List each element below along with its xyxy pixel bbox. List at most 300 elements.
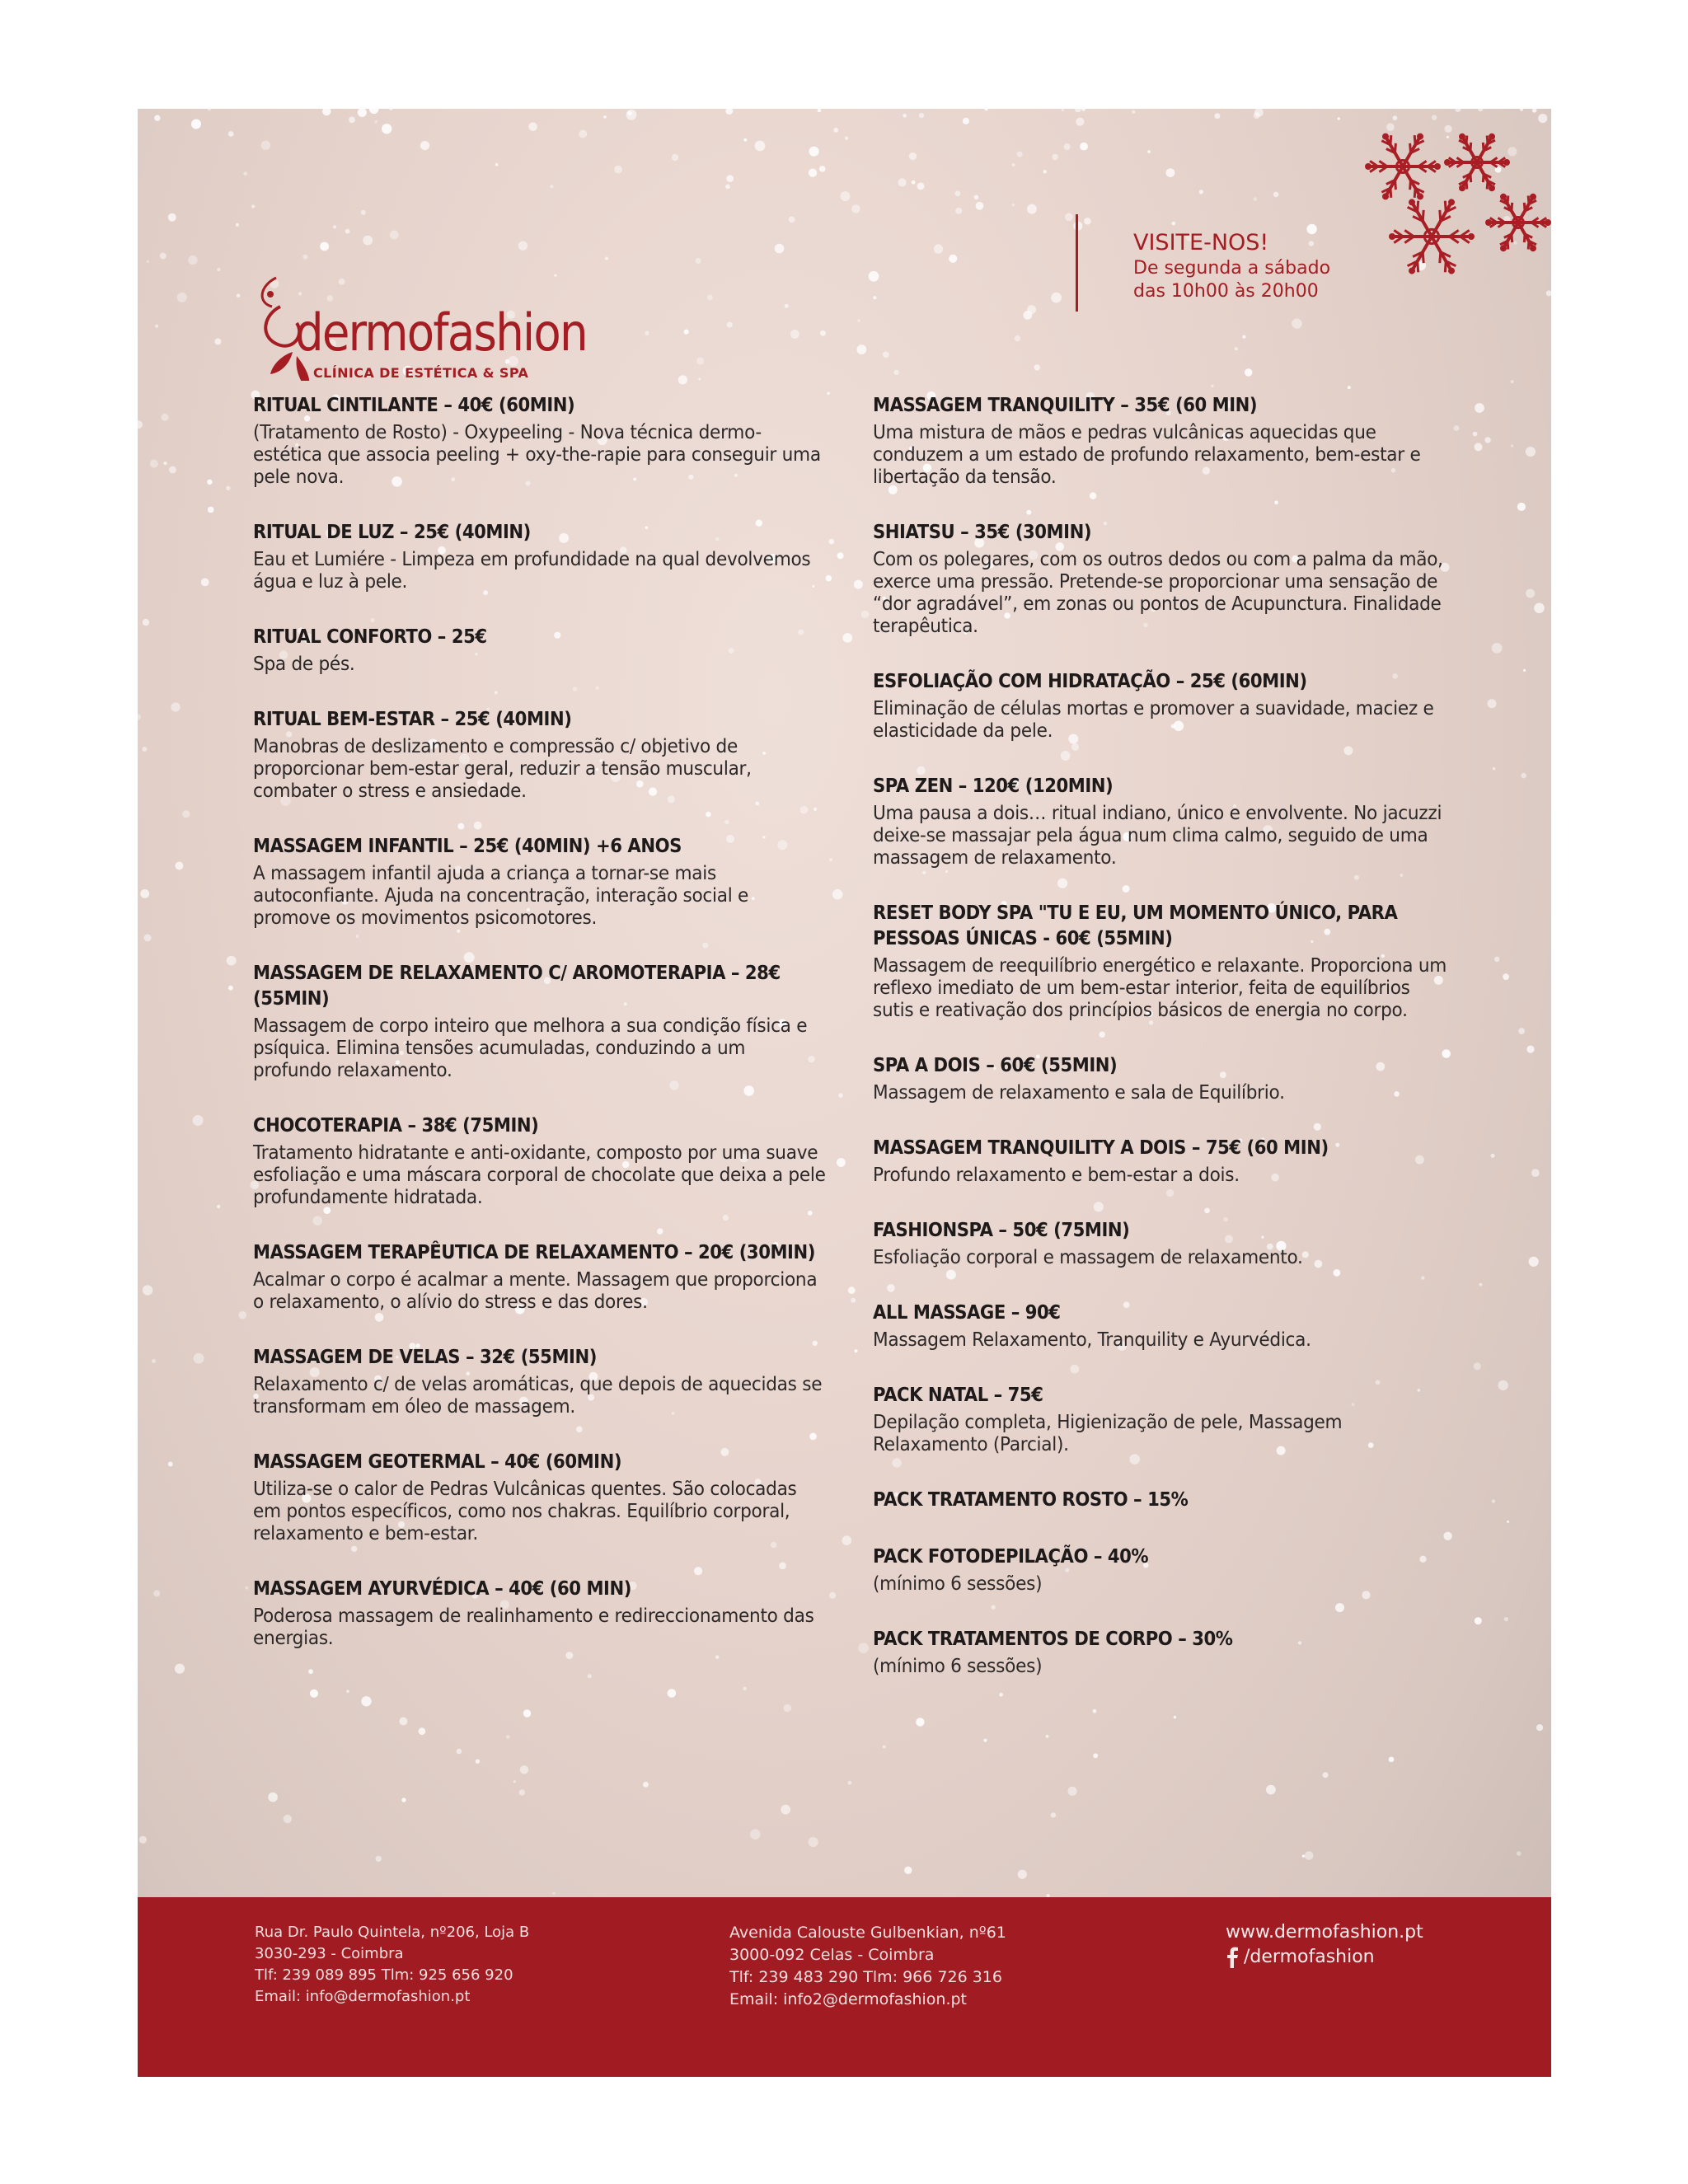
service-description: Eau et Lumiére - Limpeza em profundidade na qual devolvemos água e luz à pele. bbox=[253, 549, 811, 593]
snow-dot bbox=[201, 579, 209, 587]
snow-dot bbox=[1076, 118, 1084, 126]
snow-dot bbox=[1475, 1617, 1482, 1624]
snow-dot bbox=[775, 244, 785, 254]
snow-dot bbox=[310, 1690, 318, 1698]
snow-dot bbox=[228, 986, 233, 991]
service-title: CHOCOTERAPIA – 38€ (75MIN) bbox=[253, 1115, 539, 1137]
service-item bbox=[873, 1383, 1450, 1456]
snow-dot bbox=[1493, 767, 1495, 770]
address-line: Rua Dr. Paulo Quintela, nº206, Loja B bbox=[255, 1924, 530, 1941]
service-item bbox=[253, 520, 830, 593]
services-left-column bbox=[253, 393, 830, 1681]
snowflake-icon bbox=[1389, 199, 1475, 274]
snow-dot bbox=[513, 1780, 516, 1783]
service-description: Poderosa massagem de realinhamento e redireccionamento das energias. bbox=[253, 1605, 814, 1649]
snow-dot bbox=[550, 185, 553, 188]
snow-dot bbox=[1511, 444, 1513, 447]
snow-dot bbox=[851, 204, 860, 213]
snow-dot bbox=[1393, 115, 1398, 120]
service-description: Esfoliação corporal e massagem de relaxamento. bbox=[873, 1247, 1303, 1268]
snow-dot bbox=[861, 611, 869, 618]
snow-dot bbox=[842, 633, 852, 643]
snow-dot bbox=[168, 213, 176, 222]
snow-dot bbox=[857, 344, 867, 354]
website-link[interactable]: www.dermofashion.pt bbox=[1226, 1922, 1423, 1943]
service-item bbox=[873, 1136, 1450, 1187]
snow-dot bbox=[520, 1765, 528, 1774]
snow-dot bbox=[153, 1590, 160, 1596]
snow-dot bbox=[603, 115, 607, 119]
snow-dot bbox=[790, 330, 799, 339]
service-item bbox=[253, 1345, 830, 1418]
snow-dot bbox=[1323, 1772, 1329, 1778]
snow-dot bbox=[832, 889, 843, 900]
service-item bbox=[873, 669, 1450, 743]
snow-dot bbox=[1012, 163, 1015, 166]
service-item bbox=[873, 1218, 1450, 1269]
brand-name: dermofashion bbox=[295, 302, 587, 363]
snow-dot bbox=[841, 191, 851, 201]
snow-dot bbox=[1017, 152, 1023, 157]
snow-dot bbox=[1526, 447, 1536, 457]
snow-dot bbox=[208, 109, 211, 111]
snow-dot bbox=[168, 1462, 173, 1467]
snow-dot bbox=[1012, 204, 1015, 206]
snow-dot bbox=[838, 1093, 843, 1098]
service-title: MASSAGEM TRANQUILITY – 35€ (60 MIN) bbox=[873, 395, 1258, 416]
snow-dot bbox=[346, 1690, 349, 1693]
service-description: (mínimo 6 sessões) bbox=[873, 1573, 1043, 1595]
snow-dot bbox=[1538, 114, 1547, 123]
snow-dot bbox=[974, 195, 979, 200]
snow-dot bbox=[727, 322, 733, 328]
snow-dot bbox=[139, 1836, 147, 1844]
snow-dot bbox=[1348, 386, 1351, 389]
snow-dot bbox=[1474, 1362, 1481, 1370]
snow-dot bbox=[239, 1311, 247, 1319]
service-item bbox=[873, 520, 1450, 638]
address-line: Avenida Calouste Gulbenkian, nº61 bbox=[729, 1924, 1006, 1942]
snow-dot bbox=[138, 714, 141, 720]
snow-dot bbox=[1488, 699, 1497, 708]
snow-dot bbox=[912, 180, 916, 185]
snow-dot bbox=[1027, 204, 1037, 214]
snow-dot bbox=[1245, 368, 1253, 377]
snow-dot bbox=[152, 1359, 156, 1363]
snow-dot bbox=[707, 294, 713, 300]
service-title: MASSAGEM DE RELAXAMENTO C/ AROMOTERAPIA – 28€ (55MIN) bbox=[253, 963, 781, 1010]
snow-dot bbox=[1302, 1854, 1305, 1857]
snow-dot bbox=[1338, 117, 1340, 120]
snowflake-icon bbox=[1485, 194, 1551, 251]
visit-divider bbox=[1076, 214, 1078, 312]
service-item bbox=[253, 1577, 830, 1650]
snow-dot bbox=[419, 1727, 426, 1735]
snow-dot bbox=[1520, 109, 1523, 111]
brand-tagline: CLÍNICA DE ESTÉTICA & SPA bbox=[313, 365, 529, 381]
snow-dot bbox=[781, 1805, 790, 1815]
snow-dot bbox=[1491, 1154, 1495, 1158]
facebook-link[interactable] bbox=[1226, 1945, 1423, 1970]
services-right-column bbox=[873, 393, 1450, 1709]
snow-dot bbox=[1266, 1785, 1276, 1795]
service-description: Massagem de reequilíbrio energético e relaxante. Proporciona um reflexo imediato de um bem-estar interior, feita de equilíbrios sutis e reativação dos princípios básicos de energia no corpo. bbox=[873, 955, 1447, 1021]
service-title: MASSAGEM TERAPÊUTICA DE RELAXAMENTO – 20€ (30MIN) bbox=[253, 1242, 815, 1263]
service-item bbox=[873, 393, 1450, 489]
snow-dot bbox=[1147, 150, 1151, 153]
service-item bbox=[873, 1301, 1450, 1352]
web-contacts bbox=[1226, 1920, 1423, 1970]
snow-dot bbox=[171, 702, 180, 711]
snow-dot bbox=[645, 331, 649, 335]
service-description: Com os polegares, com os outros dedos ou com a palma da mão, exerce uma pressão. Pretende-se proporcionar uma sensação de “dor agradável”, em zonas ou pontos de Acupunctura. Finalidade terapêutica. bbox=[873, 549, 1443, 637]
visit-line-2: das 10h00 às 20h00 bbox=[1133, 281, 1319, 302]
snow-dot bbox=[883, 351, 889, 358]
service-item bbox=[253, 1113, 830, 1209]
snow-dot bbox=[898, 178, 906, 186]
snow-dot bbox=[243, 171, 247, 176]
snow-dot bbox=[1432, 115, 1437, 120]
address-line: Email: info@dermofashion.pt bbox=[255, 1988, 471, 2005]
snow-dot bbox=[1454, 425, 1460, 431]
snow-dot bbox=[1305, 1851, 1314, 1860]
snow-dot bbox=[382, 124, 392, 134]
address-line: Tlf: 239 089 895 Tlm: 925 656 920 bbox=[255, 1966, 513, 1984]
service-description: Massagem Relaxamento, Tranquility e Ayurvédica. bbox=[873, 1329, 1311, 1351]
service-item bbox=[253, 1240, 830, 1314]
snow-dot bbox=[227, 956, 237, 966]
snow-dot bbox=[949, 255, 957, 263]
snow-dot bbox=[1043, 170, 1047, 173]
snow-dot bbox=[188, 255, 197, 265]
snow-dot bbox=[983, 1739, 987, 1742]
snow-dot bbox=[903, 114, 907, 118]
snow-dot bbox=[358, 109, 367, 117]
promo-poster bbox=[138, 109, 1551, 2077]
snow-dot bbox=[1455, 109, 1461, 112]
snow-dot bbox=[1478, 109, 1483, 111]
snow-dot bbox=[1068, 1787, 1077, 1796]
snow-dot bbox=[750, 1829, 761, 1840]
snow-dot bbox=[376, 1856, 382, 1862]
snow-dot bbox=[1064, 143, 1071, 150]
snow-dot bbox=[1062, 109, 1064, 111]
service-title: ALL MASSAGE – 90€ bbox=[873, 1302, 1061, 1324]
snow-dot bbox=[1292, 318, 1301, 328]
snow-dot bbox=[214, 338, 221, 344]
service-title: RITUAL CINTILANTE – 40€ (60MIN) bbox=[253, 395, 575, 416]
snow-dot bbox=[140, 889, 149, 898]
address-line: Tlf: 239 483 290 Tlm: 966 726 316 bbox=[729, 1968, 1002, 1986]
snow-dot bbox=[955, 208, 962, 214]
snow-dot bbox=[784, 1704, 792, 1713]
snow-dot bbox=[854, 580, 863, 589]
snow-dot bbox=[208, 507, 214, 513]
service-description: Spa de pés. bbox=[253, 654, 355, 675]
snow-dot bbox=[869, 271, 879, 282]
snow-dot bbox=[725, 185, 730, 190]
address-line: 3000-092 Celas - Coimbra bbox=[729, 1946, 935, 1964]
snow-dot bbox=[1081, 109, 1085, 111]
service-title: RITUAL CONFORTO – 25€ bbox=[253, 626, 487, 648]
snow-dot bbox=[399, 1718, 407, 1726]
snow-dot bbox=[143, 619, 149, 626]
service-description: Acalmar o corpo é acalmar a mente. Massagem que proporciona o relaxamento, o alívio do stress e das dores. bbox=[253, 1269, 818, 1313]
service-item bbox=[253, 393, 830, 489]
snow-dot bbox=[1166, 168, 1175, 177]
snow-dot bbox=[193, 1115, 204, 1126]
address-celas bbox=[729, 1922, 1006, 2011]
snow-dot bbox=[1046, 1735, 1049, 1738]
snow-dot bbox=[904, 1867, 912, 1874]
facebook-handle: /dermofashion bbox=[1244, 1947, 1375, 1967]
snow-dot bbox=[743, 138, 747, 142]
snowflake-icon bbox=[1444, 134, 1510, 191]
snow-dot bbox=[142, 747, 147, 752]
snow-dot bbox=[552, 1892, 555, 1895]
snow-dot bbox=[1529, 1257, 1539, 1267]
snow-dot bbox=[672, 154, 678, 161]
snow-dot bbox=[842, 1535, 852, 1545]
snow-dot bbox=[819, 166, 826, 172]
snow-dot bbox=[1034, 364, 1040, 370]
snow-dot bbox=[160, 253, 166, 260]
snow-dot bbox=[873, 296, 876, 299]
snow-dot bbox=[284, 1815, 292, 1823]
snow-dot bbox=[820, 330, 826, 336]
snow-dot bbox=[916, 1718, 924, 1726]
snow-dot bbox=[1532, 109, 1537, 113]
snow-dot bbox=[854, 1349, 857, 1352]
snowflakes-icon bbox=[1353, 125, 1551, 315]
service-title: SPA ZEN – 120€ (120MIN) bbox=[873, 776, 1114, 797]
snow-dot bbox=[1534, 603, 1545, 614]
snow-dot bbox=[1498, 1380, 1508, 1390]
snow-dot bbox=[1273, 192, 1279, 198]
snow-dot bbox=[809, 1837, 818, 1847]
snow-dot bbox=[1492, 643, 1503, 654]
snow-dot bbox=[194, 1353, 204, 1364]
snow-dot bbox=[1172, 222, 1175, 225]
service-item bbox=[873, 1053, 1450, 1104]
snow-dot bbox=[1052, 154, 1058, 161]
snow-dot bbox=[226, 486, 230, 490]
snow-dot bbox=[1484, 437, 1490, 443]
snow-dot bbox=[1093, 1753, 1098, 1758]
service-title: PACK FOTODEPILAÇÃO – 40% bbox=[873, 1546, 1149, 1568]
snow-dot bbox=[476, 1760, 480, 1764]
snow-dot bbox=[1517, 503, 1526, 511]
snow-dot bbox=[528, 123, 537, 132]
service-title: SHIATSU – 35€ (30MIN) bbox=[873, 522, 1092, 543]
snow-dot bbox=[374, 120, 377, 124]
snow-dot bbox=[161, 414, 168, 421]
snow-dot bbox=[1211, 385, 1213, 387]
snow-dot bbox=[191, 120, 201, 129]
snow-dot bbox=[858, 1643, 869, 1653]
snow-dot bbox=[1492, 1499, 1495, 1502]
snow-dot bbox=[917, 182, 925, 190]
snow-dot bbox=[147, 260, 149, 263]
snow-dot bbox=[1494, 957, 1499, 962]
snow-dot bbox=[1214, 113, 1220, 119]
snow-dot bbox=[1174, 1716, 1176, 1718]
service-title: ESFOLIAÇÃO COM HIDRATAÇÃO – 25€ (60MIN) bbox=[873, 671, 1307, 692]
snow-dot bbox=[228, 131, 234, 137]
service-title: RITUAL DE LUZ – 25€ (40MIN) bbox=[253, 522, 531, 543]
service-title: MASSAGEM TRANQUILITY A DOIS – 75€ (60 MIN) bbox=[873, 1137, 1329, 1159]
snow-dot bbox=[829, 1592, 836, 1599]
service-title: RESET BODY SPA "TU E EU, UM MOMENTO ÚNICO, PARA PESSOAS ÚNICAS - 60€ (55MIN) bbox=[873, 902, 1398, 949]
service-title: MASSAGEM AYURVÉDICA – 40€ (60 MIN) bbox=[253, 1578, 631, 1600]
snow-dot bbox=[207, 480, 212, 485]
snow-dot bbox=[833, 128, 838, 133]
snow-dot bbox=[268, 1793, 278, 1802]
snow-dot bbox=[1526, 589, 1535, 598]
snow-dot bbox=[579, 130, 587, 138]
footer bbox=[138, 1897, 1551, 2077]
service-description: Depilação completa, Higienização de pele, Massagem Relaxamento (Parcial). bbox=[873, 1412, 1343, 1455]
snow-dot bbox=[390, 109, 392, 110]
snow-dot bbox=[177, 293, 187, 302]
snow-dot bbox=[217, 1205, 220, 1208]
snow-dot bbox=[1018, 1870, 1027, 1879]
snow-dot bbox=[1093, 1709, 1097, 1713]
snow-dot bbox=[809, 169, 817, 177]
snow-dot bbox=[163, 462, 166, 465]
snow-dot bbox=[1507, 1521, 1509, 1523]
service-item bbox=[873, 1488, 1450, 1513]
snow-dot bbox=[809, 147, 818, 157]
service-description: Massagem de relaxamento e sala de Equilíbrio. bbox=[873, 1082, 1285, 1104]
snow-dot bbox=[1479, 1283, 1483, 1286]
snow-dot bbox=[919, 113, 924, 118]
snow-dot bbox=[976, 202, 984, 210]
snow-dot bbox=[495, 163, 499, 166]
snow-dot bbox=[785, 304, 789, 308]
snow-dot bbox=[506, 1735, 510, 1739]
snow-dot bbox=[369, 109, 378, 114]
snow-dot bbox=[401, 1797, 406, 1802]
snow-dot bbox=[698, 378, 701, 381]
service-description: Eliminação de células mortas e promover a suavidade, maciez e elasticidade da pele. bbox=[873, 698, 1434, 742]
service-description: Manobras de deslizamento e compressão c/ objetivo de proporcionar bem-estar geral, reduzir a tensão muscular, combater o stress e ansiedade. bbox=[253, 736, 752, 802]
service-description: Massagem de corpo inteiro que melhora a sua condição física e psíquica. Elimina tensões acumuladas, conduzindo a um profundo relaxamento. bbox=[253, 1015, 808, 1081]
snow-dot bbox=[217, 268, 220, 271]
service-item bbox=[873, 774, 1450, 869]
snow-dot bbox=[818, 109, 822, 112]
snow-dot bbox=[1475, 443, 1483, 451]
service-item bbox=[253, 834, 830, 930]
snow-dot bbox=[1531, 1169, 1540, 1177]
snow-dot bbox=[726, 175, 734, 182]
snow-dot bbox=[883, 1746, 886, 1749]
service-item bbox=[253, 625, 830, 676]
snow-dot bbox=[1051, 1812, 1056, 1817]
service-item bbox=[873, 1544, 1450, 1596]
service-title: SPA A DOIS – 60€ (55MIN) bbox=[873, 1055, 1118, 1076]
snow-dot bbox=[1523, 669, 1526, 672]
visit-title: VISITE-NOS! bbox=[1133, 230, 1269, 255]
snow-dot bbox=[1084, 218, 1091, 225]
service-item bbox=[873, 901, 1450, 1022]
snow-dot bbox=[696, 258, 701, 264]
snow-dot bbox=[1473, 432, 1478, 437]
snow-dot bbox=[1518, 1028, 1525, 1034]
snow-dot bbox=[1511, 380, 1514, 383]
snow-dot bbox=[668, 1689, 677, 1698]
snow-dot bbox=[963, 118, 969, 124]
snow-dot bbox=[175, 1664, 185, 1674]
snow-dot bbox=[144, 935, 152, 942]
service-title: MASSAGEM GEOTERMAL – 40€ (60MIN) bbox=[253, 1451, 622, 1473]
snow-dot bbox=[1475, 403, 1484, 413]
snow-dot bbox=[1080, 143, 1088, 151]
service-title: RITUAL BEM-ESTAR – 25€ (40MIN) bbox=[253, 709, 572, 730]
service-item bbox=[253, 707, 830, 803]
snow-dot bbox=[1536, 1724, 1543, 1731]
brand-logo bbox=[247, 191, 610, 381]
snow-dot bbox=[349, 117, 355, 124]
snow-dot bbox=[1065, 213, 1073, 221]
service-description: Utiliza-se o calor de Pedras Vulcânicas quentes. São colocadas em pontos específicos, como nos chakras. Equilíbrio corporal, relaxamento e bem-estar. bbox=[253, 1479, 797, 1544]
service-description: Uma pausa a dois… ritual indiano, único e envolvente. No jacuzzi deixe-se massajar pela água num clima calmo, seguido de uma massagem de relaxamento. bbox=[873, 803, 1442, 869]
snow-dot bbox=[684, 330, 689, 335]
snow-dot bbox=[743, 1687, 747, 1691]
snow-dot bbox=[837, 1158, 846, 1167]
service-description: A massagem infantil ajuda a criança a tornar-se mais autoconfiante. Ajuda na concentração, interação social e promove os movimentos psicomotores. bbox=[253, 863, 749, 929]
snow-dot bbox=[236, 223, 239, 227]
snow-dot bbox=[955, 191, 961, 197]
snow-dot bbox=[848, 1781, 852, 1785]
address-line: 3030-293 - Coimbra bbox=[255, 1945, 404, 1962]
service-item bbox=[253, 1450, 830, 1545]
snow-dot bbox=[1517, 1851, 1522, 1856]
snow-dot bbox=[1242, 335, 1245, 339]
snow-dot bbox=[1015, 335, 1020, 341]
service-title: FASHIONSPA – 50€ (75MIN) bbox=[873, 1220, 1130, 1241]
snowflake-icon bbox=[1365, 134, 1441, 200]
service-description: (mínimo 6 sessões) bbox=[873, 1656, 1043, 1677]
facebook-icon bbox=[1226, 1947, 1239, 1968]
snow-dot bbox=[420, 141, 429, 150]
snow-dot bbox=[845, 137, 848, 140]
snow-dot bbox=[1075, 109, 1081, 112]
address-coimbra bbox=[255, 1922, 529, 2008]
snow-dot bbox=[182, 810, 190, 818]
service-description: Uma mistura de mãos e pedras vulcânicas aquecidas que conduzem a um estado de profundo relaxamento, bem-estar e libertação da tensão. bbox=[873, 422, 1421, 488]
snow-dot bbox=[857, 319, 860, 321]
service-title: PACK TRATAMENTO ROSTO – 15% bbox=[873, 1489, 1189, 1511]
snow-dot bbox=[643, 1782, 649, 1788]
snow-dot bbox=[261, 141, 270, 150]
snow-dot bbox=[1503, 973, 1509, 980]
snow-dot bbox=[154, 115, 160, 121]
snow-dot bbox=[934, 244, 943, 253]
snow-dot bbox=[696, 357, 704, 364]
snow-dot bbox=[851, 1298, 856, 1303]
service-title: MASSAGEM DE VELAS – 32€ (55MIN) bbox=[253, 1347, 597, 1368]
snow-dot bbox=[626, 110, 637, 120]
visit-info bbox=[1133, 229, 1330, 303]
service-title: PACK TRATAMENTOS DE CORPO – 30% bbox=[873, 1629, 1233, 1650]
snow-dot bbox=[837, 552, 844, 559]
snow-dot bbox=[678, 375, 687, 384]
snow-dot bbox=[755, 141, 766, 152]
snow-dot bbox=[143, 1285, 152, 1295]
snow-dot bbox=[1389, 1757, 1395, 1763]
snow-dot bbox=[725, 109, 733, 115]
